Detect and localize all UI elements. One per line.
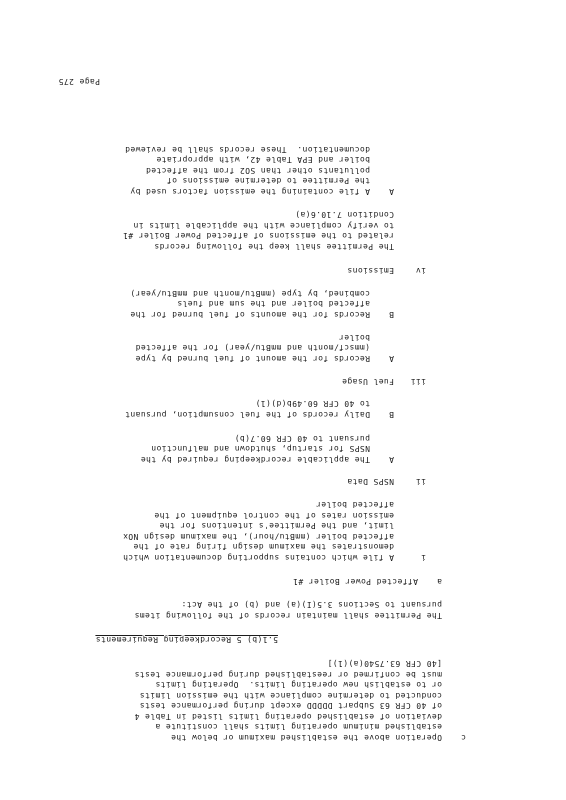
item-i-line-5: emission rates of the control equipment of the: [154, 511, 394, 520]
section-c-line-1: Operation above the established maximum or below the: [170, 733, 442, 742]
item-iv-intro-line-2: related to the emissions of affected Power Boiler #1: [122, 231, 394, 241]
item-i-line-1: A file which contains supporting documentation which: [122, 553, 394, 562]
intro-line-2: pursuant to Sections 3.5(I)(a) and (b) of the Act:: [181, 600, 442, 610]
section-c-line-4: of 40 CFR 63 Subpart DDDDD except during performance tests: [139, 701, 442, 711]
item-ii-b-line-2: to 40 CFR 60.49b(d)(1): [255, 399, 370, 409]
item-iii-a-line-1: Records for the amount of fuel burned by type: [135, 354, 370, 363]
item-i-line-2: demonstrates the maximum design firing rate of the: [133, 542, 394, 552]
item-ii-title: NSPS Data: [347, 477, 394, 486]
item-iv-intro-line-1: The Permittee shall keep the following records: [154, 242, 394, 251]
item-iv-a-line-2: the Permittee to determine emissions of: [166, 176, 370, 186]
page-number-header: Page 275: [58, 77, 100, 86]
item-i-line-3: affected boiler (mmBtu/hour), the maximum design NOx: [122, 532, 394, 541]
item-iii-b-marker: B: [388, 310, 394, 319]
item-iv-a-line-5: documentation. These records shall be reviewed: [124, 145, 370, 154]
item-ii-a-line-3: pursuant to 40 CFR 60.7(b): [234, 434, 370, 443]
section-c-citation: [40 CFR 63.7540(a)(1)]: [327, 659, 442, 669]
item-ii-b-marker: B: [388, 410, 394, 419]
item-i-marker: i: [420, 553, 426, 562]
item-iii-b-line-1: Records for the amounts of fuel burned for the: [130, 310, 370, 319]
section-c-line-6: or to establish new operating limits. Operating limits: [155, 680, 442, 690]
section-c-line-7: must be confirmed or reestablished during performance tests: [134, 670, 442, 679]
item-iv-title: Emissions: [347, 266, 394, 275]
item-ii-b-line-1: Daily records of the fuel consumption, pursuant: [124, 410, 370, 419]
item-iv-a-line-3: pollutants other than SO2 from the affected: [145, 166, 370, 175]
item-ii-a-line-2: NSPS for startup, shutdown and malfunction: [150, 444, 370, 454]
item-iv-marker: iv: [415, 266, 426, 275]
item-a-marker: a: [436, 577, 442, 586]
item-ii-marker: ii: [415, 477, 426, 486]
item-iii-a-line-2: (mmscf/month and mmBtu/year) for the affected: [135, 343, 370, 353]
section-c-marker: c: [460, 733, 466, 742]
item-iii-a-marker: A: [388, 354, 394, 363]
section-c-line-5: conducted to determine compliance with the emission limits: [139, 691, 442, 700]
item-iv-a-line-1: A file containing the emission factors used by: [130, 187, 370, 196]
intro-line-1: The Permittee shall maintain records of the following items: [134, 611, 442, 620]
item-i-line-6: affected boiler: [315, 500, 394, 510]
item-iv-a-marker: A: [388, 187, 394, 196]
item-iii-b-line-3: combined, by type (mmBtu/month and mmBtu/year): [130, 289, 370, 298]
section-c-line-2: established minimum operating limits shall constitute a: [155, 722, 442, 732]
section-heading: 5.1(b) 5 Recordkeeping Requirements: [95, 635, 278, 644]
item-iii-marker: iii: [410, 377, 426, 386]
item-iii-a-line-3: boiler: [338, 333, 370, 342]
item-iv-intro-line-3: to verify compliance with the applicable limits in: [133, 221, 394, 230]
item-iii-b-line-2: affected boiler and the sum and fuels: [176, 299, 370, 309]
section-c-line-3: deviation of established operating limits listed in Table 4: [134, 712, 442, 721]
item-iii-title: Fuel Usage: [341, 377, 394, 386]
item-a-text: Affected Power Boiler #1: [292, 577, 418, 586]
item-i-line-4: limit, and the Permittee's intentions for the: [159, 521, 394, 531]
item-iv-intro-line-4: Condition 7.10.6(a): [294, 210, 394, 220]
item-ii-a-line-1: The applicable recordkeeping required by the: [140, 455, 370, 464]
item-ii-a-marker: A: [388, 455, 394, 464]
item-iv-a-line-4: boiler and EPA Table 42, with appropriate: [156, 155, 370, 165]
